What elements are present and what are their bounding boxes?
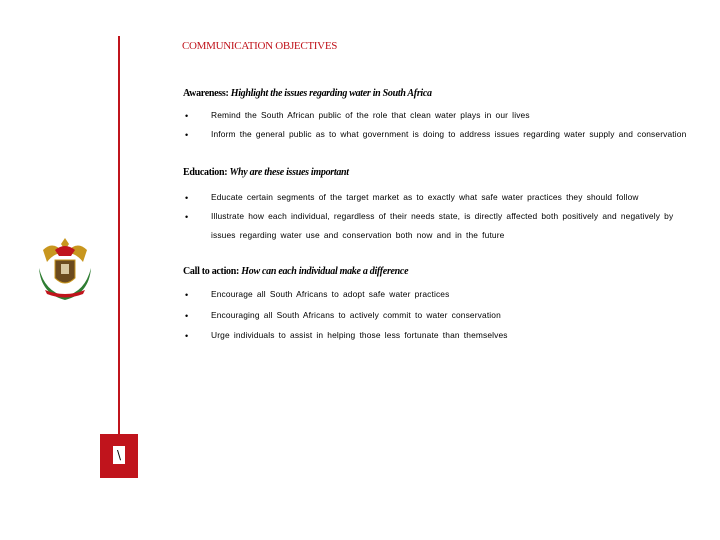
bullet-icon: • — [185, 193, 189, 203]
list-item: Encourage all South Africans to adopt safe water practices — [211, 289, 450, 299]
list-item: Remind the South African public of the role that clean water plays in our lives — [211, 110, 530, 120]
red-divider-line — [118, 36, 120, 478]
corner-mark: \ — [113, 446, 125, 464]
section-key: Call to action: — [183, 266, 240, 277]
section-heading-awareness — [183, 88, 432, 99]
bullet-icon: • — [185, 290, 189, 300]
section-value: Highlight the issues regarding water in South Africa — [230, 88, 432, 99]
list-item: Inform the general public as to what government is doing to address issues regarding water supply and conservation — [211, 129, 687, 139]
section-key: Awareness: — [183, 88, 229, 99]
bullet-icon: • — [185, 311, 189, 321]
page-title: COMMUNICATION OBJECTIVES — [182, 40, 338, 52]
section-heading-call-to-action — [183, 266, 408, 277]
list-item: Urge individuals to assist in helping those less fortunate than themselves — [211, 330, 508, 340]
list-item: Educate certain segments of the target market as to exactly what safe water practices they should follow — [211, 192, 639, 202]
list-item: Illustrate how each individual, regardless of their needs state, is directly affected both positively and negatively by issues regarding water use and conservation both now and in the future — [211, 211, 674, 240]
list-item: Encouraging all South Africans to actively commit to water conservation — [211, 310, 501, 320]
section-value: How can each individual make a difference — [241, 266, 409, 277]
section-value: Why are these issues important — [229, 167, 349, 178]
bullet-icon: • — [185, 331, 189, 341]
section-heading-education — [183, 167, 349, 178]
coat-of-arms-icon — [35, 234, 95, 302]
section-key: Education: — [183, 167, 228, 178]
bullet-icon: • — [185, 111, 189, 121]
bullet-icon: • — [185, 212, 189, 222]
bullet-icon: • — [185, 130, 189, 140]
